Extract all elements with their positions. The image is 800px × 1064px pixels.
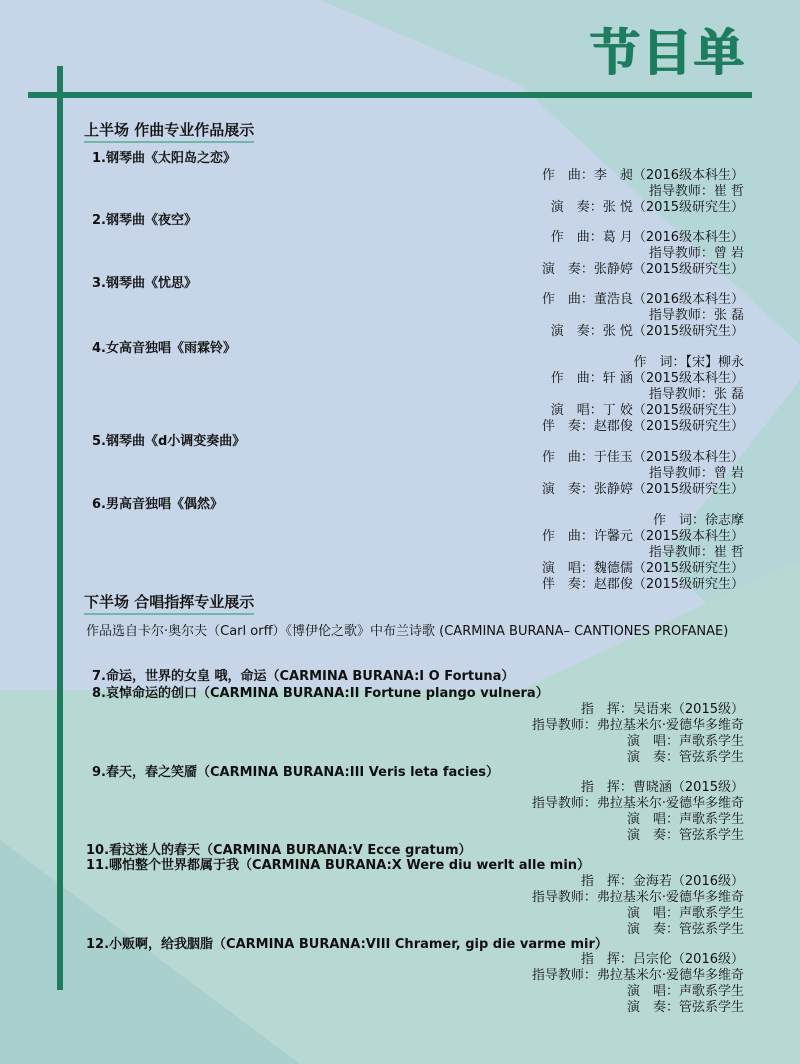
part2-intro: 作品选自卡尔·奥尔夫（Carl orff）《博伊伦之歌》中布兰诗歌 (CARMINA BURANA– CANTIONES PROFANAE) (86, 624, 729, 639)
credit-line: 伴 奏：赵郡俊（2015级研究生） (541, 577, 744, 592)
piece-credits (542, 168, 744, 216)
piece-title: 2.钢琴曲《夜空》 (92, 213, 197, 228)
credit-line: 演 奏：张 悦（2015级研究生） (550, 324, 744, 339)
credit-line: 指导教师：弗拉基米尔·爱德华多维奇 (531, 968, 744, 983)
credit-line: 伴 奏：赵郡俊（2015级研究生） (541, 419, 744, 434)
piece-title: 6.男高音独唱《偶然》 (92, 497, 223, 512)
credit-line: 演 奏：张 悦（2015级研究生） (550, 200, 744, 215)
credit-line: 演 唱：丁 姣（2015级研究生） (550, 403, 744, 418)
credit-line: 演 奏：管弦系学生 (626, 828, 744, 843)
credit-line: 作 词：徐志摩 (652, 513, 744, 528)
credit-line: 指导教师：崔 哲 (648, 184, 744, 199)
piece-title: 3.钢琴曲《忧思》 (92, 276, 197, 291)
section-title-first-half: 上半场 作曲专业作品展示 (84, 120, 254, 143)
piece-title: 8.哀悼命运的创口（CARMINA BURANA:II Fortune plango vulnera） (92, 686, 549, 701)
credit-line: 指导教师：弗拉基米尔·爱德华多维奇 (531, 796, 744, 811)
credit-line: 演 奏：张静婷（2015级研究生） (541, 482, 744, 497)
credit-line: 指 挥：吴语来（2015级） (580, 702, 744, 717)
piece-credits (532, 874, 744, 938)
piece-title: 11.哪怕整个世界都属于我（CARMINA BURANA:X Were diu werlt alle min） (86, 858, 591, 873)
credit-line: 作 词：【宋】柳永 (633, 355, 744, 370)
credit-line: 演 唱：声歌系学生 (626, 812, 744, 827)
section-title-second-half: 下半场 合唱指挥专业展示 (84, 592, 254, 615)
piece-title: 10.看这迷人的春天（CARMINA BURANA:V Ecce gratum） (86, 843, 472, 858)
piece-title: 1.钢琴曲《太阳岛之恋》 (92, 151, 236, 166)
piece-title: 5.钢琴曲《d小调变奏曲》 (92, 434, 246, 449)
credit-line: 指导教师：曾 岩 (648, 466, 744, 481)
piece-credits (542, 513, 744, 593)
program-title: 节目单 (590, 24, 746, 82)
credit-line: 指 挥：吕宗伦（2016级） (580, 952, 744, 967)
credit-line: 演 奏：张静婷（2015级研究生） (541, 262, 744, 277)
piece-credits (542, 450, 744, 498)
credit-line: 作 曲：轩 涵（2015级本科生） (550, 371, 744, 386)
credit-line: 演 唱：声歌系学生 (626, 734, 744, 749)
credit-line: 演 唱：声歌系学生 (626, 984, 744, 999)
credit-line: 指导教师：张 磊 (648, 308, 744, 323)
credit-line: 作 曲：许馨元（2015级本科生） (541, 529, 744, 544)
credit-line: 演 奏：管弦系学生 (626, 750, 744, 765)
credit-line: 指导教师：曾 岩 (648, 246, 744, 261)
piece-title: 9.春天，春之笑靥（CARMINA BURANA:III Veris leta facies） (92, 765, 500, 780)
piece-title: 7.命运，世界的女皇 哦，命运（CARMINA BURANA:I O Fortuna） (92, 669, 515, 684)
credit-line: 作 曲：李 昶（2016级本科生） (541, 168, 744, 183)
piece-credits (542, 292, 744, 340)
credit-line: 演 唱：声歌系学生 (626, 906, 744, 921)
credit-line: 指导教师：弗拉基米尔·爱德华多维奇 (531, 890, 744, 905)
credit-line: 指导教师：崔 哲 (648, 545, 744, 560)
piece-credits (532, 702, 744, 766)
piece-credits (542, 355, 744, 435)
piece-credits (532, 952, 744, 1016)
credit-line: 指导教师：张 磊 (648, 387, 744, 402)
credit-line: 作 曲：葛 月（2016级本科生） (550, 230, 744, 245)
piece-credits (532, 780, 744, 844)
piece-title: 4.女高音独唱《雨霖铃》 (92, 341, 236, 356)
credit-line: 演 奏：管弦系学生 (626, 1000, 744, 1015)
left-rule (57, 66, 63, 990)
credit-line: 演 唱：魏德儒（2015级研究生） (541, 561, 744, 576)
credit-line: 指导教师：弗拉基米尔·爱德华多维奇 (531, 718, 744, 733)
credit-line: 演 奏：管弦系学生 (626, 922, 744, 937)
piece-credits (542, 230, 744, 278)
credit-line: 作 曲：于佳玉（2015级本科生） (541, 450, 744, 465)
credit-line: 作 曲：董浩良（2016级本科生） (541, 292, 744, 307)
piece-title: 12.小贩啊，给我胭脂（CARMINA BURANA:VIII Chramer, gip die varme mir） (86, 937, 608, 952)
header-rule (28, 92, 752, 98)
credit-line: 指 挥：曹晓涵（2015级） (580, 780, 744, 795)
credit-line: 指 挥：金海若（2016级） (580, 874, 744, 889)
